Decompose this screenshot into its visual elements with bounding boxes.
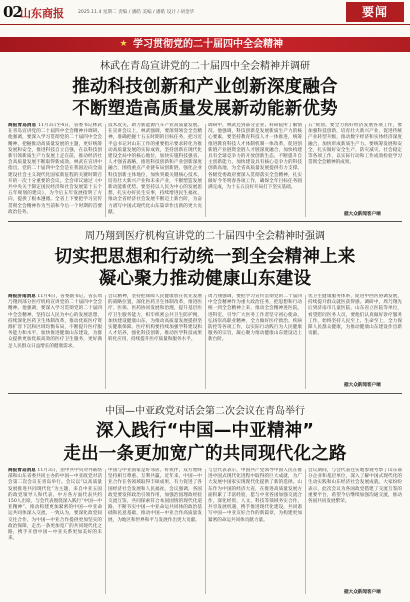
article-1-title-line-2: 不断塑造高质量发展新动能新优势: [72, 99, 338, 119]
article-1-col-2: 技术攻关，助力新能源汽车产业高质量发展。在宣讲会议上，林武强调，要深刻领会全会精神，准确把握十五五时期的目标任务，把习近平总书记对山东工作的重要指示要求转化为推动高质量发展的实际成效，坚持创新在现代化建设全局中的核心地位，加快实施科技强省、人才强省战略，推进科技创新和产业创新深度融合，围绕重点产业链布局创新链，强化企业科技创新主体地位，加快突破关键核心技术，培育壮大新兴产业和未来产业，不断塑造发展新动能新优势。要坚持以人民为中心的发展思想，扎实办好民生实事，持续增进民生福祉，推动全省经济社会发展不断迈上新台阶，为奋力谱写中国式现代化山东篇章作出新的更大贡献。: [108, 123, 202, 215]
article-3-source: 据大众新闻客户端: [344, 590, 381, 595]
article-3-col-4: 会议期间，与会代表还实地参观考察了山东部分企业和基层单位，深入了解中国式现代化的生动实践和山东经济社会发展成就。大家纷纷表示，此次会议为各国政党搭建了交流互鉴的重要平台，希望今后继续加强沟通交流，推动各国共同发展繁荣。: [308, 468, 402, 505]
article-divider: [8, 393, 402, 394]
section-tag: 要闻: [346, 2, 404, 22]
column-rule: [105, 469, 106, 594]
masthead: [0, 0, 410, 25]
article-2-col-3: 周乃翔强调，要把学习宣传贯彻党的二十届四中全会精神作为重大政治任务，把思想和行动统一到全会精神上来，推动全会精神进医院、进科室，引导广大医务工作者坚守初心使命，弘扬崇高职业精神，全力做好医疗救治、疾病防控等各项工作，以实际行动践行为人民健康服务的宗旨，凝心聚力推动健康山东建设迈上新台阶。: [208, 294, 302, 343]
article-2-title-line-2: 凝心聚力推动健康山东建设: [98, 269, 312, 289]
column-rule: [305, 469, 306, 594]
column-rule: [105, 295, 106, 389]
article-1-dateline: 商报青岛消息: [8, 123, 37, 128]
article-1-title-line-1: 推动科技创新和产业创新深度融合: [72, 77, 338, 97]
article-3-pretitle: 中国—中亚政党对话会第二次会议在青岛举行: [105, 406, 305, 417]
article-1-col-1: [8, 123, 102, 218]
column-rule: [205, 124, 206, 217]
column-rule: [205, 295, 206, 389]
column-rule: [205, 469, 206, 594]
article-1-col-3: 调研中，林武还到部分企业、科研院所了解情况。他强调，科技创新是发展新质生产力的核心要素，要坚持教育科技人才一体推进，统筹推进教育科技人才体制机制一体改革，促进创新链产业链资金链人才链深度融合，加快构建具有全球竞争力的开放创新生态，不断提升自主创新能力，加快建设具有核心竞争力的科技创新高地，为全省高质量发展提供有力支撑。各级党委政府要深入贯彻落实全会精神，扎实做好今冬明春各项工作，确保全年目标任务圆满完成，为十五五良好开局打下坚实基础。: [208, 123, 302, 191]
article-2-col-1: [8, 294, 102, 390]
article-3-col-1-text: 11月3日，由中共中央对外联络部和山东省委共同主办的中国—中亚政党对话会第二次会议在青岛举行。会议以“以高质量发展推进共同现代化”为主题，来自中亚五国的政党领导人和代表、中方各方面代表共约150人出席。与会代表围绕深入践行“中国—中亚精神”、推动构建更加紧密的中国—中亚命运共同体深入交流，一致认为，要深化政党间交往合作，为中国—中亚合作提供更加坚实的政治保障，走出一条更加宽广的共同现代化之路，携手开创中国—中亚关系更加美好的未来。: [8, 468, 102, 542]
article-3-title-line-2: 走出一条更加宽广的共同现代化之路: [63, 444, 347, 464]
article-2-source: 据大众新闻客户端: [344, 383, 381, 388]
article-1-pretitle: 林武在青岛宣讲党的二十届四中全会精神并调研: [100, 61, 310, 72]
article-3-dateline: 商报青岛消息: [8, 468, 36, 473]
article-divider: [8, 221, 402, 222]
article-2-col-4: 优卫生健康服务体系，促进中西医协调发展，持续提升群众就医获得感。调研中，周乃翔先后到济南市儿童医院、山东省立医院等单位，看望慰问医务人员，要他们认真做好诊疗服务工作，始终坚持人民至上、生命至上，全力保障人民群众健康，为推动健康山东建设作出新贡献。: [308, 294, 402, 337]
party-emblem-icon: ★: [119, 39, 128, 49]
article-2-pretitle: 周乃翔到医疗机构宣讲党的二十届四中全会精神时强调: [85, 231, 325, 242]
article-3-col-2: 中国与中亚国家是好邻居、好伙伴，双方始终坚持相互尊重、互利共赢。近年来，中国—中亚合作在各领域取得丰硕成果，有力促进了各国经济社会发展和人民福祉。会议强调，各国政党要发挥政治引领作用，加强治国理政经验交流互鉴，共同探索符合本国国情的现代化道路，不断夯实中国—中亚命运共同体的政治基础和民意基础，推动中国—中亚合作高质量发展，为地区和世界和平与发展作出更大贡献。: [108, 468, 202, 523]
article-1-col-4: 五”规划、要全力抓好经济发展各项工作，要加强科技创新，培育壮大新兴产业，促进传统产业转型升级，推动数字经济和实体经济深度融合，加快形成新质生产力。要统筹发展和安全，扎实做好安全生产、防灾减灾、社会稳定等各项工作，以实际行动和工作成效检验学习贯彻全会精神的成果。: [308, 123, 402, 166]
article-3-col-1: [8, 468, 102, 595]
article-1-source: 据大众新闻客户端: [344, 212, 381, 217]
article-2-col-1-text: 11月4日，省委副书记、省长周乃翔到部分医疗机构宣讲党的二十届四中全会精神。他强调，要深入学习贯彻党的二十届四中全会精神，坚持以人民为中心的发展思想，持续深化医药卫生体制改革，推动优质医疗资源扩容下沉和区域均衡布局，不断提升医疗服务能力和水平，加快推进健康山东建设，为群众提供更加优质高效的医疗卫生服务，更好满足人民群众日益增长的健康需求。: [8, 294, 102, 349]
article-1-col-1-text: 11月3日至4日，省委书记林武在青岛宣讲党的二十届四中全会精神并调研。他强调，要深入学习贯彻党的二十届四中全会精神，把握推动高质量发展的主题，更好统筹发展和安全，推进科技自立自强，在以科技创新引领新质生产力发展上走在前，推动经济社会高质量发展不断取得新成效。林武在宣讲中指出，党的二十届四中全会是在我国迈向全面建设社会主义现代化国家新征程的关键时期召开的一次十分重要的会议。全会审议通过《中共中央关于制定国民经济和社会发展第十五个五年规划的建议》，为今后五年发展指明了方向，提供了根本遵循。全省上下要把学习宣传贯彻全会精神作为当前和今后一个时期的首要政治任务。: [8, 123, 102, 215]
article-3-col-3: 与会代表表示，中国共产党领导中国人民在推进中国式现代化进程中取得的巨大成就，为广大发展中国家实现现代化提供了新的选择。山东作为中国的经济大省，在推进高质量发展方面积累了丰富经验，愿与中亚各国加强交流合作，深化经贸、人文、科技等领域务实合作，共享发展机遇，携手推进现代化建设，共同谱写中国—中亚友好合作的新篇章，为构建更加紧密的命运共同体贡献力量。: [208, 468, 302, 523]
column-rule: [105, 124, 106, 217]
column-rule: [305, 124, 306, 217]
banner-title: 学习贯彻党的二十届四中全会精神: [133, 39, 283, 50]
article-2-col-2: 会议精神，坚持把保障人民健康放在优先发展的战略位置，深化医药卫生体制改革，推进医疗、医保、医药协同发展和治理，提升基层医疗卫生服务能力，织牢织密公共卫生防护网，加快建设健康山东，为推动高质量发展提供坚实健康保障。医疗机构要持续加强学科建设和人才培养，强化科技创新，推动医学科技成果转化应用，持续提升医疗质量和服务水平。: [108, 294, 202, 343]
column-banner: [0, 37, 410, 52]
article-2-title-line-1: 切实把思想和行动统一到全会精神上来: [54, 247, 356, 267]
column-rule: [305, 295, 306, 389]
paper-name: 山东商报: [20, 7, 64, 20]
article-3-title-line-1: 深入践行“中国—中亚精神”: [95, 421, 315, 441]
article-2-dateline: 商报济南消息: [8, 294, 36, 299]
page-number: 02: [3, 3, 22, 21]
issue-meta: 2025.11.4 星期二 责编 / 潘皓 美编 / 潘皓 设计 / 胡金华: [78, 10, 195, 15]
